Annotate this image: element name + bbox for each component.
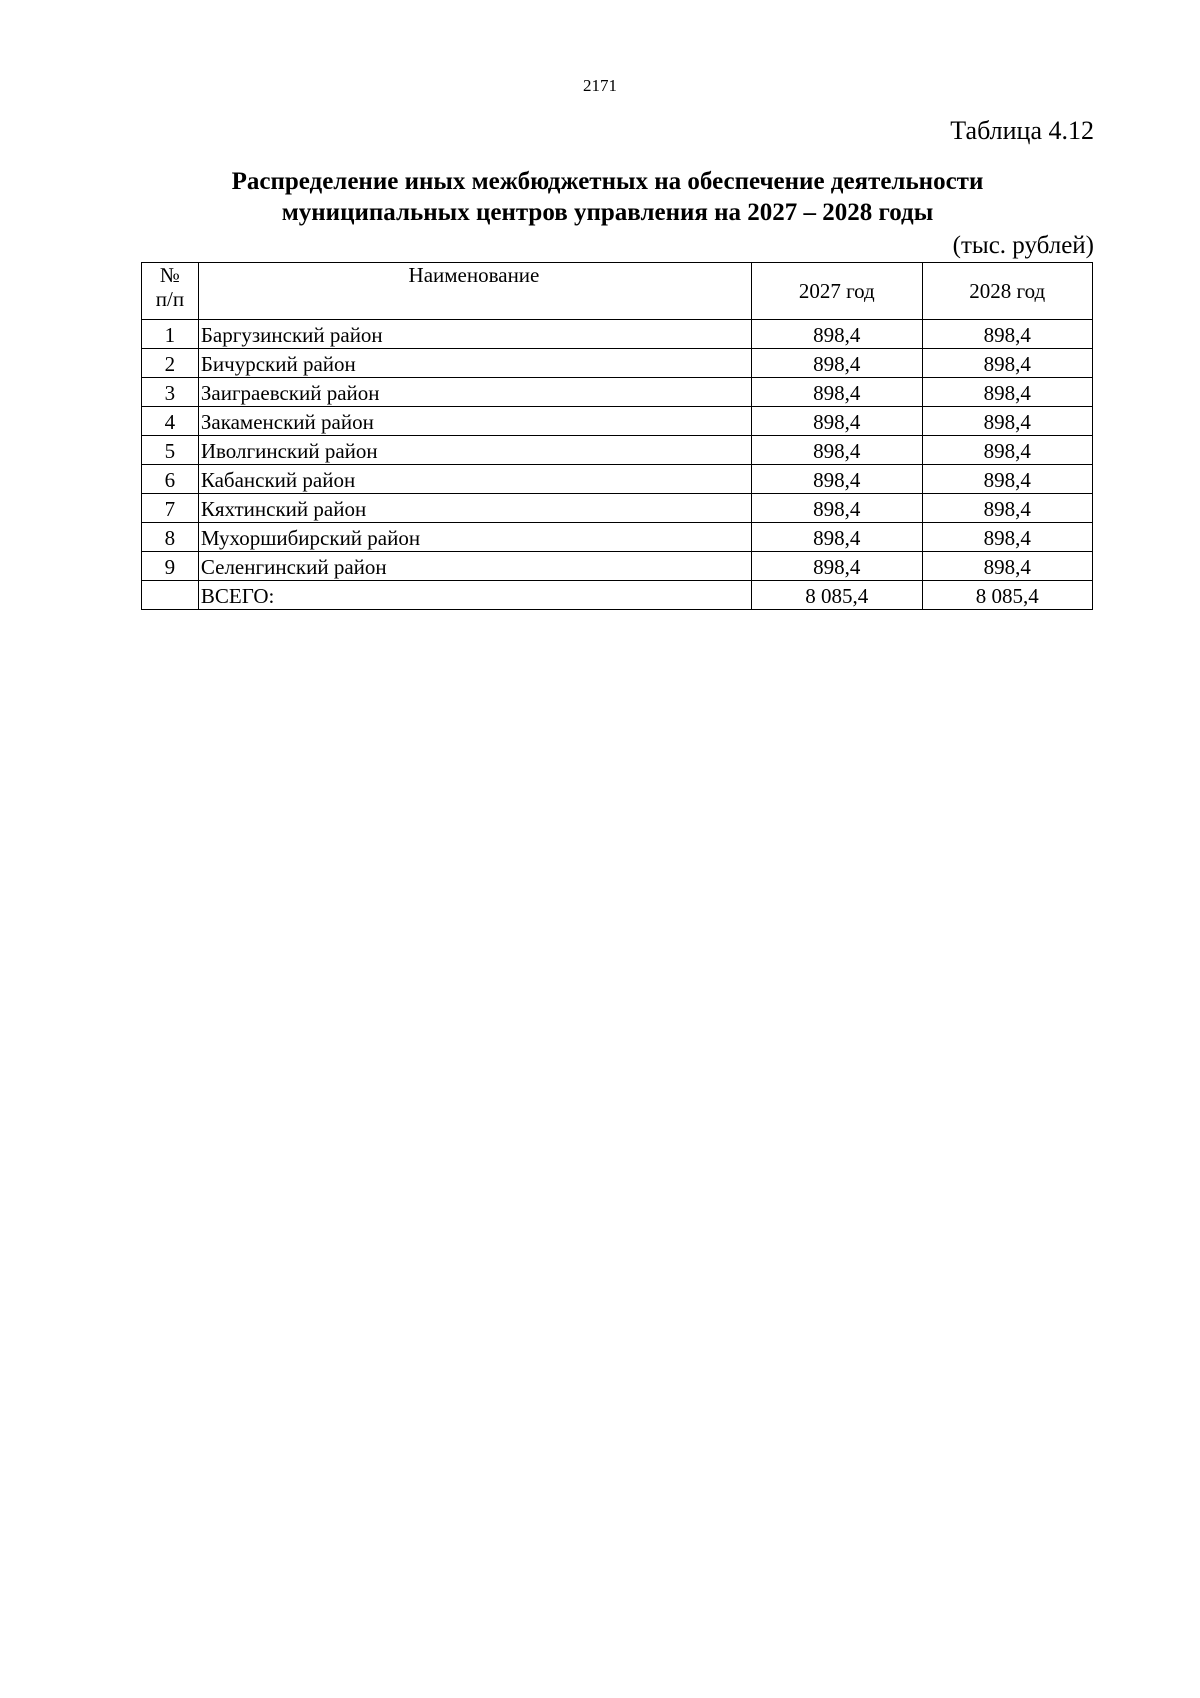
header-year-2028: 2028 год <box>922 263 1093 320</box>
table-row <box>142 320 1093 349</box>
distribution-table <box>141 262 1093 610</box>
row-value-2027: 898,4 <box>752 378 922 407</box>
row-number: 2 <box>142 349 199 378</box>
table-row <box>142 349 1093 378</box>
header-number-line2: п/п <box>155 287 185 311</box>
row-value-2028: 898,4 <box>922 523 1093 552</box>
table-row <box>142 436 1093 465</box>
row-name: Закаменский район <box>198 407 751 436</box>
page-number: 2171 <box>583 76 617 95</box>
row-value-2028: 898,4 <box>922 378 1093 407</box>
row-value-2027: 898,4 <box>752 320 922 349</box>
title-line-1: Распределение иных межбюджетных на обеспечение деятельности <box>231 168 984 195</box>
units-label: (тыс. рублей) <box>952 232 1094 259</box>
total-label: ВСЕГО: <box>198 581 751 610</box>
row-value-2027: 898,4 <box>752 436 922 465</box>
table-row <box>142 552 1093 581</box>
row-value-2027: 898,4 <box>752 494 922 523</box>
header-name: Наименование <box>198 263 751 320</box>
row-value-2028: 898,4 <box>922 436 1093 465</box>
row-value-2027: 898,4 <box>752 552 922 581</box>
header-row <box>142 263 1093 320</box>
row-value-2027: 898,4 <box>752 523 922 552</box>
total-number <box>142 581 199 610</box>
row-number: 8 <box>142 523 199 552</box>
table-row <box>142 523 1093 552</box>
row-name: Кабанский район <box>198 465 751 494</box>
row-number: 7 <box>142 494 199 523</box>
row-number: 9 <box>142 552 199 581</box>
header-number <box>142 263 199 320</box>
row-value-2028: 898,4 <box>922 320 1093 349</box>
table-body <box>142 320 1093 610</box>
row-number: 5 <box>142 436 199 465</box>
table-row <box>142 494 1093 523</box>
table-label: Таблица 4.12 <box>950 116 1094 145</box>
row-number: 4 <box>142 407 199 436</box>
row-name: Селенгинский район <box>198 552 751 581</box>
row-number: 6 <box>142 465 199 494</box>
header-year-2027: 2027 год <box>752 263 922 320</box>
row-value-2028: 898,4 <box>922 407 1093 436</box>
row-name: Иволгинский район <box>198 436 751 465</box>
table-row <box>142 378 1093 407</box>
table-row <box>142 465 1093 494</box>
total-value-2027: 8 085,4 <box>752 581 922 610</box>
row-name: Заиграевский район <box>198 378 751 407</box>
document-title <box>140 166 1075 228</box>
table-row <box>142 407 1093 436</box>
row-value-2028: 898,4 <box>922 349 1093 378</box>
row-value-2028: 898,4 <box>922 494 1093 523</box>
row-name: Бичурский район <box>198 349 751 378</box>
row-name: Мухоршибирский район <box>198 523 751 552</box>
row-number: 1 <box>142 320 199 349</box>
row-value-2028: 898,4 <box>922 465 1093 494</box>
row-value-2027: 898,4 <box>752 465 922 494</box>
table-header <box>142 263 1093 320</box>
header-number-line1: № <box>159 263 180 287</box>
row-value-2027: 898,4 <box>752 407 922 436</box>
total-value-2028: 8 085,4 <box>922 581 1093 610</box>
row-value-2028: 898,4 <box>922 552 1093 581</box>
total-row <box>142 581 1093 610</box>
row-value-2027: 898,4 <box>752 349 922 378</box>
row-name: Баргузинский район <box>198 320 751 349</box>
row-number: 3 <box>142 378 199 407</box>
row-name: Кяхтинский район <box>198 494 751 523</box>
title-line-2: муниципальных центров управления на 2027 – 2028 годы <box>281 199 934 226</box>
